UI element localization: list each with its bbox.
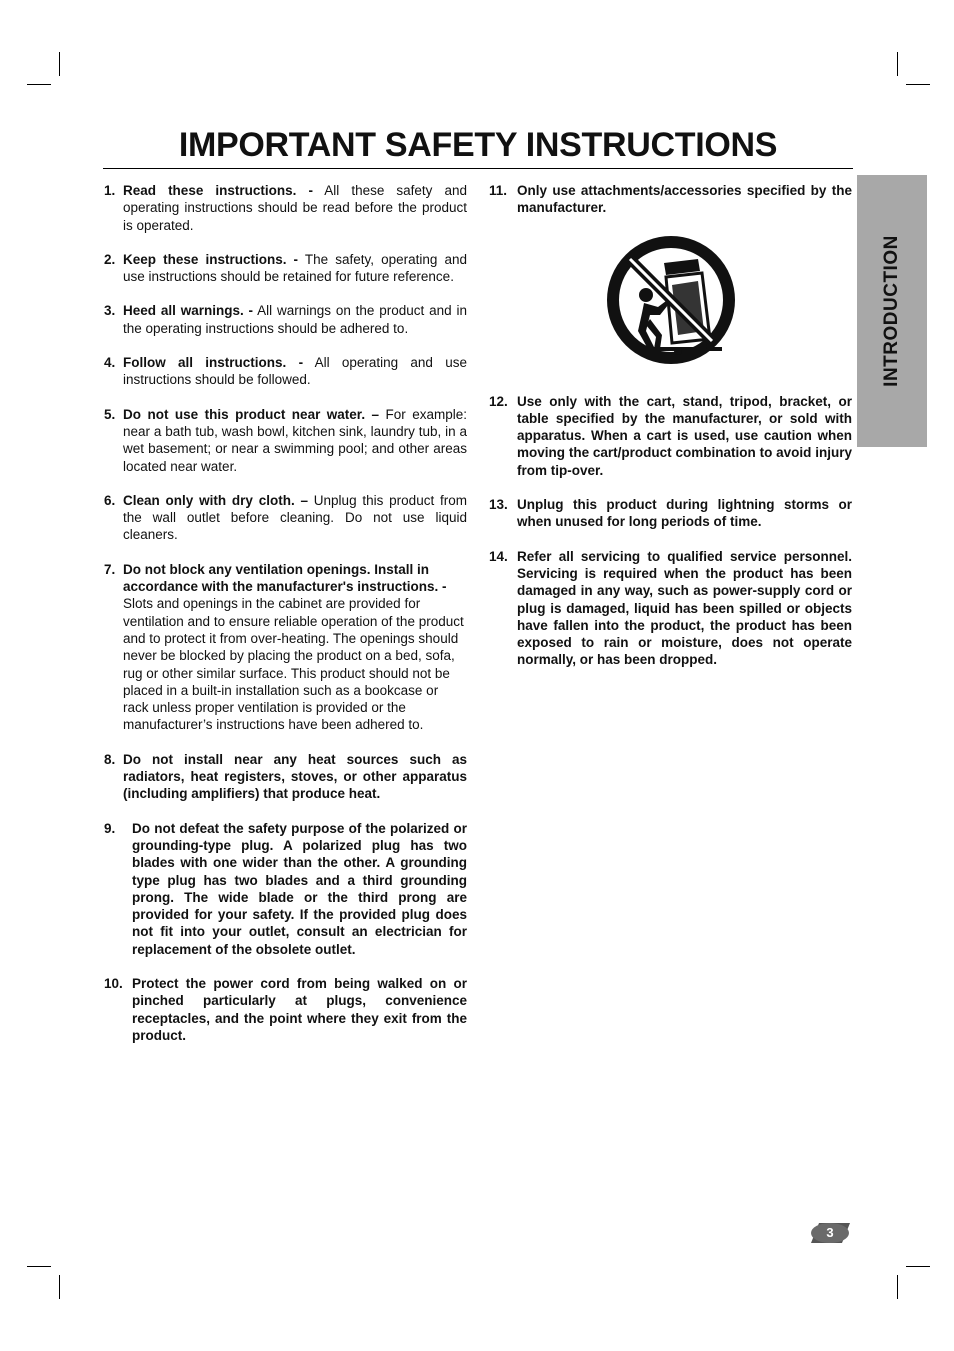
list-item	[489, 393, 852, 479]
item-number: 14.	[489, 548, 508, 564]
item-lead: Heed all warnings. -	[123, 303, 254, 319]
item-body	[123, 302, 467, 337]
page-number-badge	[809, 1222, 851, 1244]
item-lead: Clean only with dry cloth. –	[123, 492, 308, 508]
item-lead: Do not use this product near water. –	[123, 406, 380, 422]
item-text: Do not install near any heat sources such as radiators, heat registers, stoves, or other apparatus (including amplifiers) that produce heat.	[123, 751, 467, 802]
crop-mark	[59, 1275, 60, 1299]
item-text: The safety, operating and use instructions should be retained for future reference.	[123, 251, 467, 285]
item-body	[123, 251, 467, 286]
item-number: 9.	[104, 820, 116, 836]
item-text: All warnings on the product and in the operating instructions should be adhered to.	[123, 303, 467, 336]
item-body	[123, 406, 467, 475]
crop-mark	[897, 52, 898, 76]
item-number: 4.	[104, 355, 116, 371]
item-body	[123, 182, 467, 234]
item-text: Protect the power cord from being walked on or pinched particularly at plugs, convenience receptacles, and the point where they exit from the product.	[132, 975, 467, 1043]
section-tab	[857, 175, 927, 447]
item-number: 12.	[489, 393, 508, 409]
item-number: 7.	[104, 561, 116, 577]
crop-mark	[27, 1266, 51, 1267]
item-text: For example: near a bath tub, wash bowl, kitchen sink, laundry tub, in a wet basement; or near a swimming pool; and other areas located near water.	[123, 406, 468, 474]
item-text: Do not defeat the safety purpose of the polarized or grounding-type plug. A polarized plug has two blades with one wider than the other. A grounding type plug has two blades and a third grounding prong. The wide blade or the third prong are provided for your safety. If the provided plug does not fit into your outlet, consult an electrician for replacement of the obsolete outlet.	[132, 820, 467, 957]
item-lead: Do not block any ventilation openings. Install in accordance with the manufacturer's instructions. -	[123, 561, 447, 595]
crop-mark	[906, 84, 930, 85]
list-item	[104, 820, 467, 958]
item-number: 10.	[104, 975, 123, 991]
list-item	[489, 548, 852, 669]
crop-mark	[906, 1266, 930, 1267]
list-item	[104, 561, 467, 734]
item-number: 1.	[104, 183, 116, 198]
item-lead: Read these instructions. -	[123, 183, 313, 198]
item-number: 11.	[489, 183, 508, 198]
cart-warning-figure	[489, 235, 852, 365]
list-item	[104, 354, 467, 389]
crop-mark	[27, 84, 51, 85]
page-number: 3	[826, 1225, 834, 1240]
item-text: Only use attachments/accessories specified by the manufacturer.	[517, 183, 852, 216]
item-lead: Keep these instructions. -	[123, 251, 299, 267]
item-lead: Follow all instructions. -	[123, 355, 304, 371]
item-text: Refer all servicing to qualified service personnel. Servicing is required when the product has been damaged in any way, such as power-supply cord or plug is damaged, liquid has been spilled or objects have fallen into the product, the product has been exposed to rain or moisture, does not operate normally, or has been dropped.	[517, 548, 852, 668]
list-item	[104, 492, 467, 544]
list-item	[104, 975, 467, 1044]
item-body	[123, 561, 467, 734]
title-divider	[103, 168, 853, 169]
crop-mark	[897, 1275, 898, 1299]
list-item	[104, 182, 467, 234]
list-item	[104, 406, 467, 475]
item-text: All operating and use instructions should be followed.	[123, 355, 467, 388]
item-number: 8.	[104, 751, 116, 767]
item-body	[123, 354, 467, 389]
item-text: Unplug this product from the wall outlet before cleaning. Do not use liquid cleaners.	[123, 492, 467, 543]
list-item	[489, 182, 852, 217]
item-number: 5.	[104, 406, 116, 422]
left-column	[104, 182, 467, 1044]
list-item	[104, 302, 467, 337]
item-number: 6.	[104, 492, 116, 508]
crop-mark	[59, 52, 60, 76]
item-number: 3.	[104, 303, 116, 319]
item-text: Unplug this product during lightning storms or when unused for long periods of time.	[517, 497, 852, 530]
list-item	[104, 251, 467, 286]
item-text: All these safety and operating instructions should be read before the product is operated.	[123, 183, 467, 233]
item-text: Slots and openings in the cabinet are provided for ventilation and to ensure reliable operation of the product and to protect it from over-heating. The openings should never be blocked by placing the product on a bed, sofa, rug or other similar surface. This product should not be placed in a built-in installation such as a bookcase or rack unless proper ventilation is provided or the manufacturer’s instructions have been adhered to.	[123, 596, 464, 733]
page-title: IMPORTANT SAFETY INSTRUCTIONS	[178, 126, 778, 164]
right-column	[489, 182, 852, 669]
list-item	[104, 751, 467, 803]
item-number: 2.	[104, 251, 116, 267]
section-tab-label: INTRODUCTION	[881, 235, 902, 387]
list-item	[489, 496, 852, 531]
item-body	[123, 492, 467, 544]
item-text: Use only with the cart, stand, tripod, bracket, or table specified by the manufacturer, or sold with apparatus. When a cart is used, use caution when moving the cart/product combination to avoid injury from tip-over.	[517, 393, 852, 478]
cart-tip-over-warning-icon	[606, 235, 736, 365]
item-number: 13.	[489, 497, 508, 513]
